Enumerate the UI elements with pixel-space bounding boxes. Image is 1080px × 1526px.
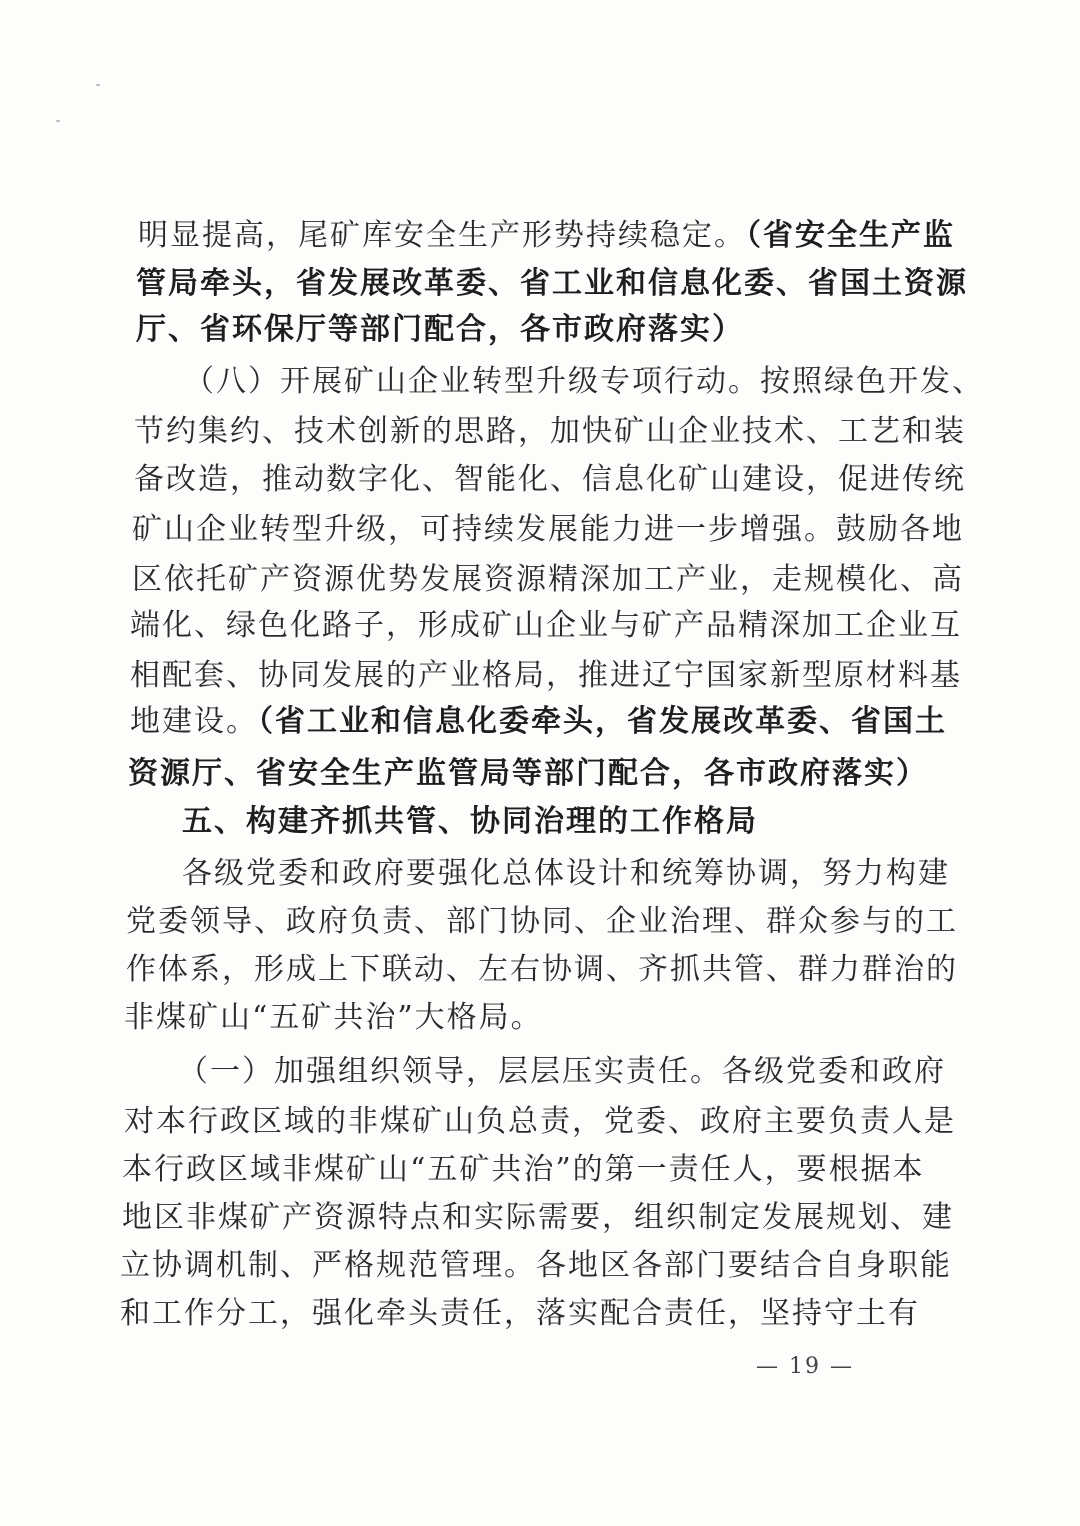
page-number: — 19 —: [756, 1354, 854, 1379]
body-text: 地区非煤矿产资源特点和实际需要，组织制定发展规划、建: [122, 1200, 954, 1235]
body-text: 立协调机制、严格规范管理。各地区各部门要结合自身职能: [120, 1248, 952, 1283]
bold-text: 厅、省环保厅等部门配合，各市政府落实）: [136, 312, 744, 347]
text-line-7: [132, 510, 964, 550]
text-line-12: [128, 754, 928, 794]
text-line-15: [126, 902, 958, 942]
body-text: 非煤矿山“五矿共治”大格局。: [124, 1000, 543, 1035]
text-line-11: [130, 702, 947, 742]
body-text: 和工作分工，强化牵头责任，落实配合责任，坚持守土有: [120, 1296, 920, 1331]
heading-text: 五、构建齐抓共管、协同治理的工作格局: [182, 804, 758, 839]
text-line-4: [184, 362, 984, 402]
body-text: 矿山企业转型升级，可持续发展能力进一步增强。鼓励各地: [132, 512, 964, 547]
bold-text: 资源厅、省安全生产监管局等部门配合，各市政府落实）: [128, 756, 928, 791]
bold-text: （省工业和信息化委牵头，省发展改革委、省国土: [258, 704, 947, 739]
scan-speck: [56, 120, 60, 122]
body-text: 备改造，推动数字化、智能化、信息化矿山建设，促进传统: [134, 462, 966, 497]
text-line-5: [134, 412, 966, 452]
text-line-23: [120, 1294, 920, 1334]
body-text: 明显提高，尾矿库安全生产形势持续稳定。: [138, 218, 746, 253]
body-text: 相配套、协同发展的产业格局，推进辽宁国家新型原材料基: [130, 658, 962, 693]
body-text: 作体系，形成上下联动、左右协调、齐抓共管、群力群治的: [126, 952, 958, 987]
body-text: 地建设。: [130, 704, 258, 739]
body-text: 各级党委和政府要强化总体设计和统筹协调，努力构建: [182, 856, 950, 891]
text-line-21: [122, 1198, 954, 1238]
scan-speck: [96, 84, 100, 86]
text-line-9: [130, 606, 962, 646]
body-text: 本行政区域非煤矿山“五矿共治”的第一责任人，要根据本: [122, 1152, 925, 1187]
text-line-22: [120, 1246, 952, 1286]
section-heading: [182, 802, 758, 842]
body-text: 端化、绿色化路子，形成矿山企业与矿产品精深加工企业互: [130, 608, 962, 643]
text-line-3: [136, 310, 744, 350]
body-text: 党委领导、政府负责、部门协同、企业治理、群众参与的工: [126, 904, 958, 939]
body-text: （一）加强组织领导，层层压实责任。各级党委和政府: [178, 1054, 946, 1089]
text-line-14: [182, 854, 950, 894]
bold-text: （省安全生产监: [746, 218, 955, 253]
body-text: 对本行政区域的非煤矿山负总责，党委、政府主要负责人是: [124, 1104, 956, 1139]
text-line-8: [132, 560, 964, 600]
body-text: 区依托矿产资源优势发展资源精深加工产业，走规模化、高: [132, 562, 964, 597]
text-line-10: [130, 656, 962, 696]
text-line-19: [124, 1102, 956, 1142]
text-line-6: [134, 460, 966, 500]
body-text: （八）开展矿山企业转型升级专项行动。按照绿色开发、: [184, 364, 984, 399]
text-line-1: [138, 216, 955, 256]
text-line-2: [136, 264, 968, 304]
text-line-18: [178, 1052, 946, 1092]
text-line-20: [122, 1150, 925, 1190]
body-text: 节约集约、技术创新的思路，加快矿山企业技术、工艺和装: [134, 414, 966, 449]
text-line-16: [126, 950, 958, 990]
text-line-17: [124, 998, 544, 1038]
bold-text: 管局牵头，省发展改革委、省工业和信息化委、省国土资源: [136, 266, 968, 301]
